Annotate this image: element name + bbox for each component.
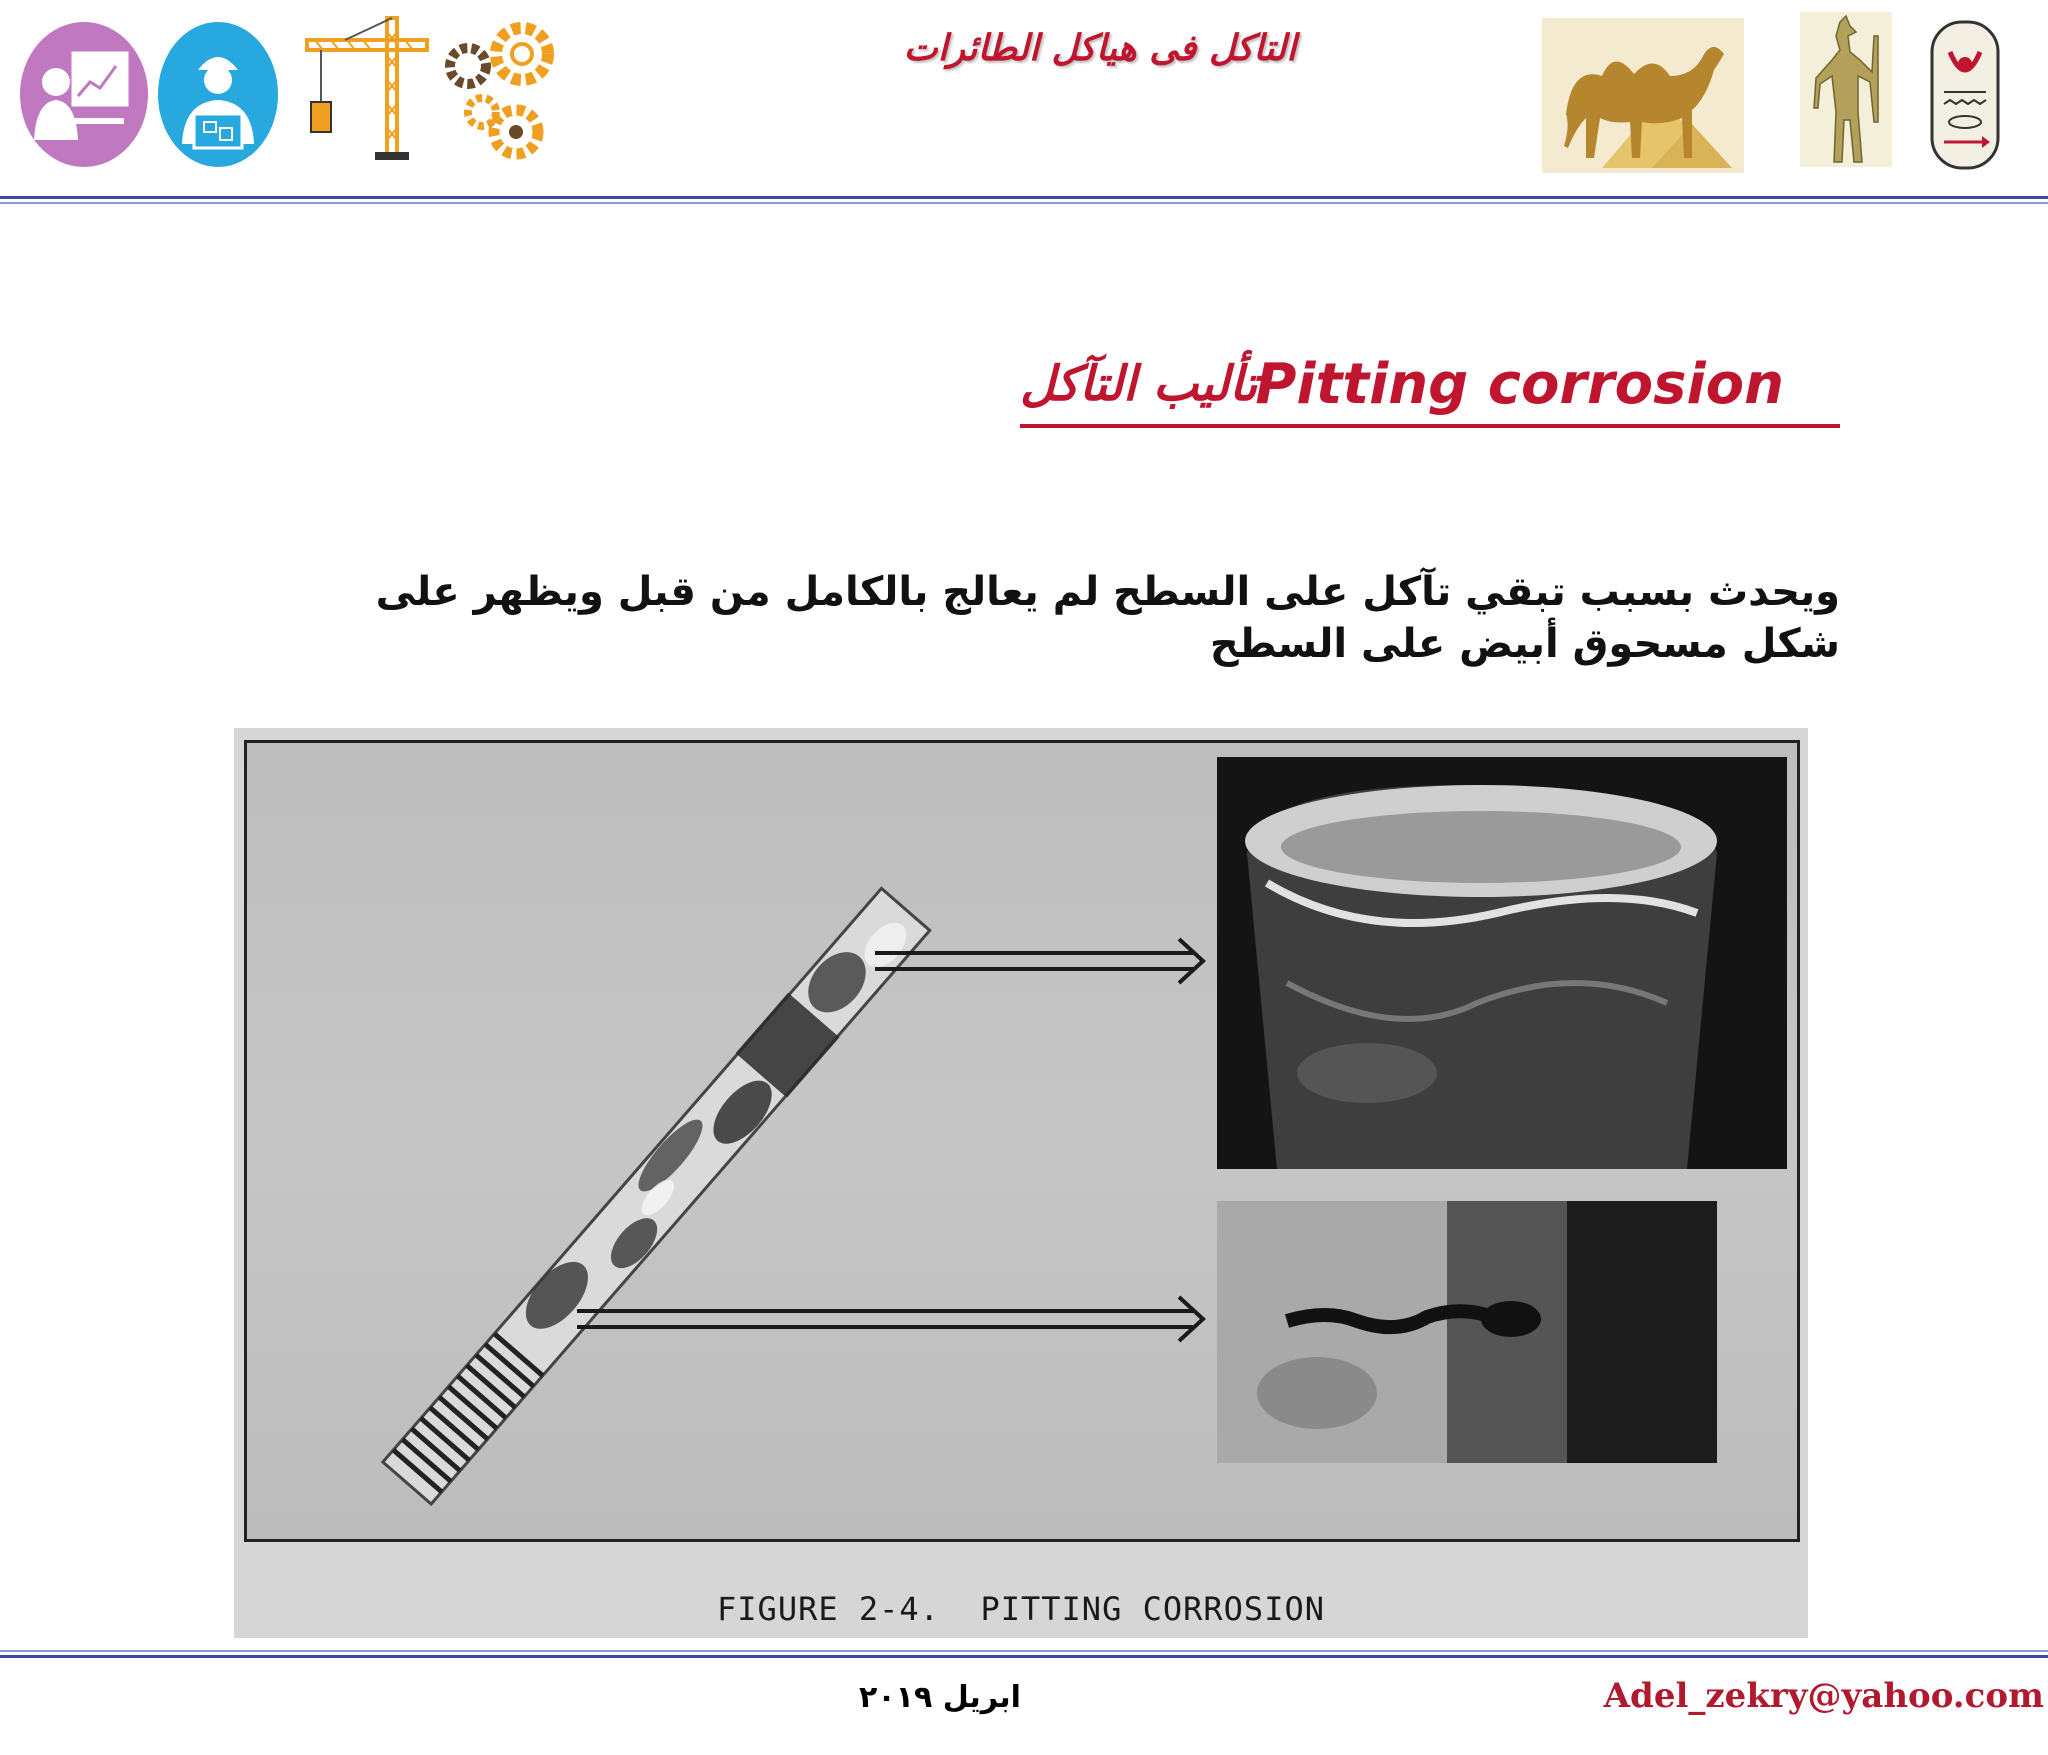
gears-icon [440,20,565,165]
figure-caption: FIGURE 2-4. PITTING CORROSION [717,1590,1325,1628]
engineer-icon [158,22,278,167]
corrosion-photo-illustration [247,743,1797,1539]
section-heading [1020,352,1840,428]
anubis-logo [1800,12,1892,167]
header-title: التاكل فى هياكل الطائرات [903,28,1297,69]
faculty-shield-logo [1928,18,2002,173]
slide-header [0,0,2048,200]
closeup-pitting-surface [1217,1201,1717,1463]
footer-date: ابريل ٢٠١٩ [859,1680,1021,1715]
footer-divider-thin [0,1650,2048,1652]
bolt-image [381,887,931,1505]
figure-photo [234,728,1808,1638]
crane-icon [305,12,430,167]
camel-pyramids-logo [1542,18,1744,173]
heading-english: Pitting corrosion [1255,352,1784,417]
arrow-lower [577,1297,1203,1341]
footer-divider [0,1655,2048,1658]
figure-photo-area [244,740,1800,1542]
heading-arabic: تأليب التآكل [1020,356,1258,412]
closeup-bolt-head [1217,757,1787,1169]
body-paragraph: ويحدث بسبب تبقي تآكل على السطح لم يعالج بالكامل من قبل ويظهر على شكل مسحوق أبيض على السطح [375,569,1840,667]
header-divider [0,196,2048,199]
presenter-icon [20,22,148,167]
header-divider-thin [0,202,2048,204]
arrow-upper [875,939,1203,983]
footer-email: Adel_zekry@yahoo.com [1603,1676,2044,1716]
